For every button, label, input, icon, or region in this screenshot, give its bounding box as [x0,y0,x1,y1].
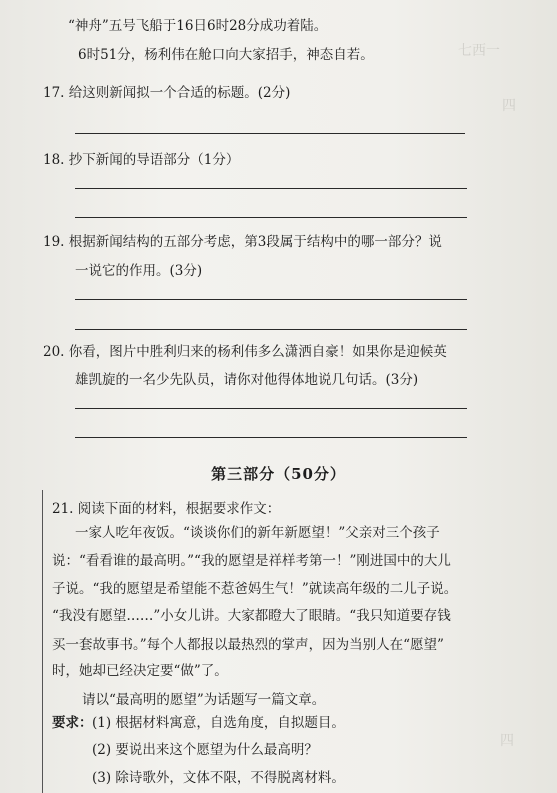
material-line: 买一套故事书。”每个人都报以最热烈的掌声，因为当别人在“愿望” [52,637,444,653]
question-21-intro: 21. 阅读下面的材料，根据要求作文： [52,501,281,517]
answer-line-q20[interactable] [75,408,467,409]
answer-line-q20[interactable] [75,437,467,438]
material-line: 一家人吃年夜饭。“谈谈你们的新年新愿望！”父亲对三个孩子 [75,525,440,541]
answer-line-q18[interactable] [75,217,467,218]
section-title: 第三部分（50分） [211,465,346,483]
answer-line-q17[interactable] [75,133,465,134]
answer-line-q19[interactable] [75,329,467,330]
material-line: 说：“看看谁的最高明。”“我的愿望是祥样考第一！”刚进国中的大儿 [52,553,451,569]
bleed-through-text: 四 [502,98,516,114]
answer-line-q18[interactable] [75,188,467,189]
news-tail-line: 6时51分，杨利伟在舱口向大家招手，神态自若。 [78,47,374,63]
requirement-item: (3) 除诗歌外，文体不限，不得脱离材料。 [92,770,345,786]
question-20-line2: 雄凯旋的一名少先队员，请你对他得体地说几句话。(3分) [75,372,419,388]
material-line: 子说。“我的愿望是希望能不惹爸妈生气！”就读高年级的二儿子说。 [52,581,458,597]
bleed-through-text: 四 [500,733,514,749]
essay-prompt: 请以“最高明的愿望”为话题写一篇文章。 [82,692,326,708]
answer-line-q19[interactable] [75,299,467,300]
news-tail-line: “神舟”五号飞船于16日6时28分成功着陆。 [68,18,328,34]
question-17: 17. 给这则新闻拟一个合适的标题。(2分) [43,85,291,101]
question-18: 18. 抄下新闻的导语部分（1分） [43,152,240,168]
material-line: 时，她却已经决定要“做”了。 [52,663,228,679]
margin-rule [42,490,43,793]
question-19-line1: 19. 根据新闻结构的五部分考虑，第3段属于结构中的哪一部分？说 [43,234,442,250]
material-line: “我没有愿望……”小女儿讲。大家都瞪大了眼睛。“我只知道要存钱 [52,608,451,624]
question-20-line1: 20. 你看，图片中胜利归来的杨利伟多么潇洒自豪！如果你是迎候英 [43,344,447,360]
requirement-item: (2) 要说出来这个愿望为什么最高明？ [92,742,318,758]
bleed-through-text: 七西一 [458,43,500,59]
requirements-label: 要求： [52,715,93,731]
requirement-item: (1) 根据材料寓意，自选角度，自拟题目。 [92,715,345,731]
question-19-line2: 一说它的作用。(3分) [75,263,203,279]
